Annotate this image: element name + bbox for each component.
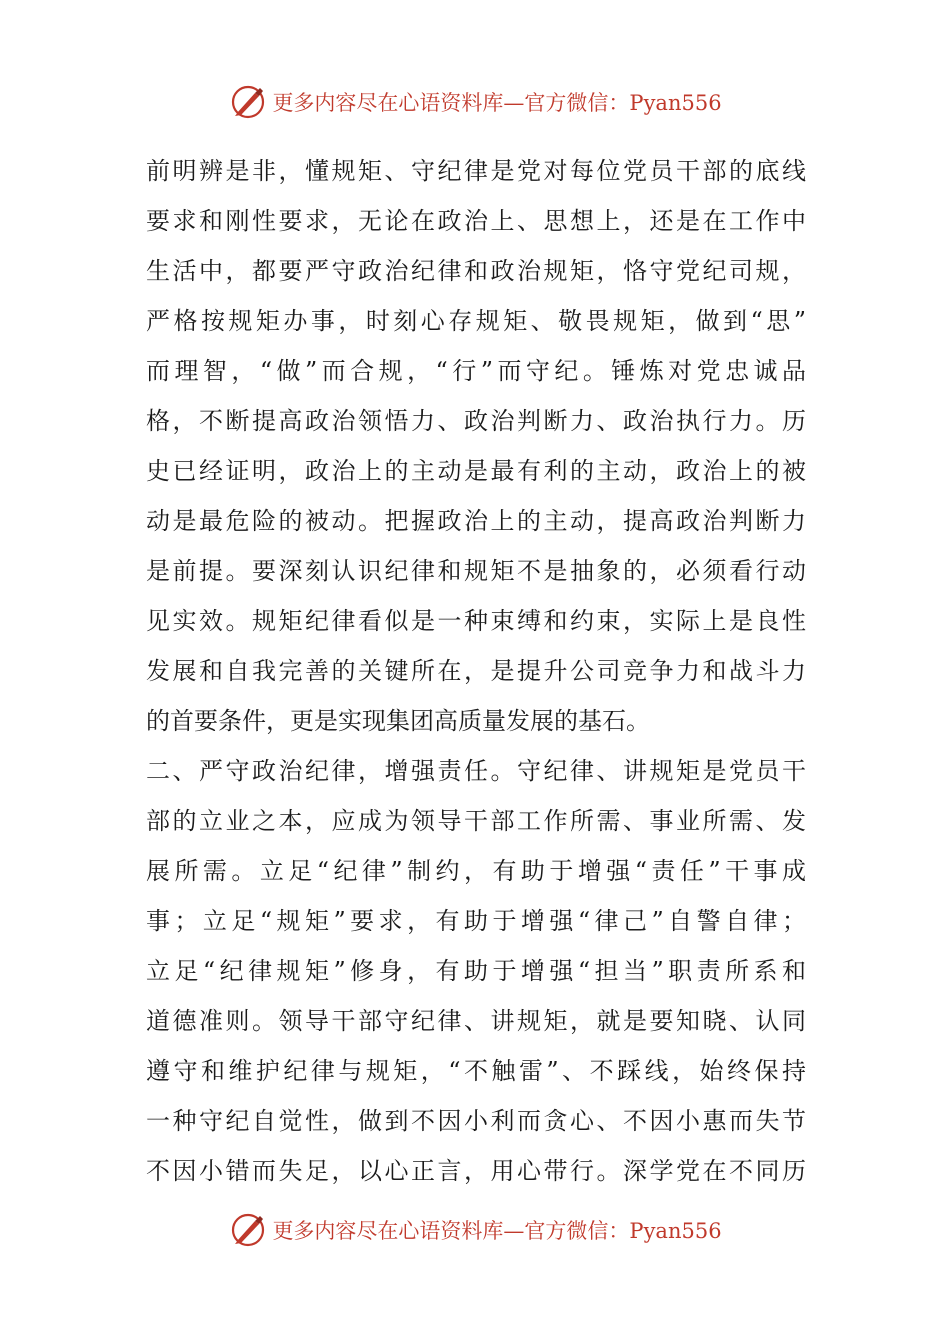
text-line: 动是最危险的被动。把握政治上的主动，提高政治判断力 [146, 507, 806, 535]
text-line: 道德准则。领导干部守纪律、讲规矩，就是要知晓、认同 [146, 1007, 806, 1035]
document-body [146, 146, 806, 1196]
text-line: 遵守和维护纪律与规矩，“不触雷”、不踩线，始终保持 [146, 1057, 806, 1085]
pen-logo-icon [228, 1210, 268, 1250]
header-watermark-banner [0, 80, 950, 124]
text-line: 而理智，“做”而合规，“行”而守纪。锤炼对党忠诚品 [146, 357, 806, 385]
text-line: 史已经证明，政治上的主动是最有利的主动，政治上的被 [146, 457, 806, 485]
footer-watermark-banner [0, 1208, 950, 1252]
text-line: 一种守纪自觉性，做到不因小利而贪心、不因小惠而失节 [146, 1107, 806, 1135]
text-line: 前明辨是非，懂规矩、守纪律是党对每位党员干部的底线 [146, 157, 806, 185]
text-line: 格，不断提高政治领悟力、政治判断力、政治执行力。历 [146, 407, 806, 435]
watermark-text: 更多内容尽在心语资料库—官方微信：Pyan556 [272, 1219, 722, 1243]
watermark-text: 更多内容尽在心语资料库—官方微信：Pyan556 [272, 91, 722, 115]
pen-logo-icon [228, 82, 268, 122]
paragraph-end-line: 的首要条件，更是实现集团高质量发展的基石。 [146, 707, 650, 735]
text-line: 事；立足“规矩”要求，有助于增强“律己”自警自律； [146, 907, 806, 935]
text-line: 严格按规矩办事，时刻心存规矩、敬畏规矩，做到“思” [146, 307, 806, 335]
text-line: 部的立业之本，应成为领导干部工作所需、事业所需、发 [146, 807, 806, 835]
section-heading-line: 二、严守政治纪律，增强责任。守纪律、讲规矩是党员干 [146, 757, 806, 785]
text-line: 发展和自我完善的关键所在，是提升公司竞争力和战斗力 [146, 657, 806, 685]
text-line: 不因小错而失足，以心正言，用心带行。深学党在不同历 [146, 1157, 806, 1185]
text-line: 立足“纪律规矩”修身，有助于增强“担当”职责所系和 [146, 957, 806, 985]
text-line: 要求和刚性要求，无论在政治上、思想上，还是在工作中 [146, 207, 806, 235]
text-line: 是前提。要深刻认识纪律和规矩不是抽象的，必须看行动 [146, 557, 806, 585]
text-line: 生活中，都要严守政治纪律和政治规矩，恪守党纪司规， [146, 257, 806, 285]
text-line: 见实效。规矩纪律看似是一种束缚和约束，实际上是良性 [146, 607, 806, 635]
text-line: 展所需。立足“纪律”制约，有助于增强“责任”干事成 [146, 857, 806, 885]
